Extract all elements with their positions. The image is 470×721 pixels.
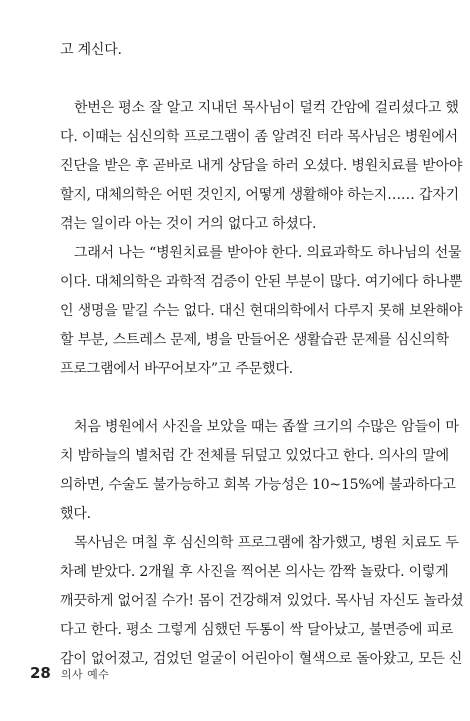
text-line: 감이 없어졌고, 검었던 얼굴이 어린아이 혈색으로 돌아왔고, 모든 신 [60, 651, 463, 667]
text-line: 의하면, 수술도 불가능하고 회복 가능성은 10~15%에 불과하다고 [60, 477, 456, 493]
text-line: 했다. [60, 506, 91, 522]
body-text [60, 36, 464, 674]
text-line: 한번은 평소 잘 알고 지내던 목사님이 덜컥 간암에 걸리셨다고 했 [74, 100, 459, 116]
running-title: 의사 예수 [60, 668, 110, 681]
text-line: 할 부분, 스트레스 문제, 병을 만들어온 생활습관 문제를 심신의학 [60, 332, 449, 348]
text-line: 다. 이때는 심신의학 프로그램이 좀 알려진 터라 목사님은 병원에서 [60, 129, 458, 145]
text-line: 그래서 나는 “병원치료를 받아야 한다. 의료과학도 하나님의 선물 [74, 245, 462, 261]
text-line: 처음 병원에서 사진을 보았을 때는 좁쌀 크기의 수많은 암들이 마 [74, 419, 459, 435]
text-line: 목사님은 며칠 후 심신의학 프로그램에 참가했고, 병원 치료도 두 [74, 535, 459, 551]
text-line: 프로그램에서 바꾸어보자”고 주문했다. [60, 361, 293, 377]
text-line: 겪는 일이라 아는 것이 거의 없다고 하셨다. [60, 216, 317, 232]
text-line: 차례 받았다. 2개월 후 사진을 찍어본 의사는 깜짝 놀랐다. 이렇게 [60, 564, 449, 580]
text-line: 깨끗하게 없어질 수가! 몸이 건강해져 있었다. 목사님 자신도 놀라셨 [60, 593, 464, 609]
page-number: 28 [30, 664, 51, 682]
text-line: 진단을 받은 후 곧바로 내게 상담을 하러 오셨다. 병원치료를 받아야 [60, 158, 463, 174]
text-line: 이다. 대체의학은 과학적 검증이 안된 부분이 많다. 여기에다 하나뿐 [60, 274, 463, 290]
text-line: 할지, 대체의학은 어떤 것인지, 어떻게 생활해야 하는지…… 갑자기 [60, 187, 459, 203]
paragraph-gap [60, 65, 430, 94]
text-line: 고 계신다. [60, 42, 122, 58]
text-line: 치 밤하늘의 별처럼 간 전체를 뒤덮고 있었다고 한다. 의사의 말에 [60, 448, 449, 464]
text-line: 인 생명을 맡길 수는 없다. 대신 현대의학에서 다루지 못해 보완해야 [60, 303, 463, 319]
text-line: 다고 한다. 평소 그렇게 심했던 두통이 싹 달아났고, 불면증에 피로 [60, 622, 454, 638]
paragraph-gap [60, 384, 430, 413]
page-footer [30, 664, 109, 682]
